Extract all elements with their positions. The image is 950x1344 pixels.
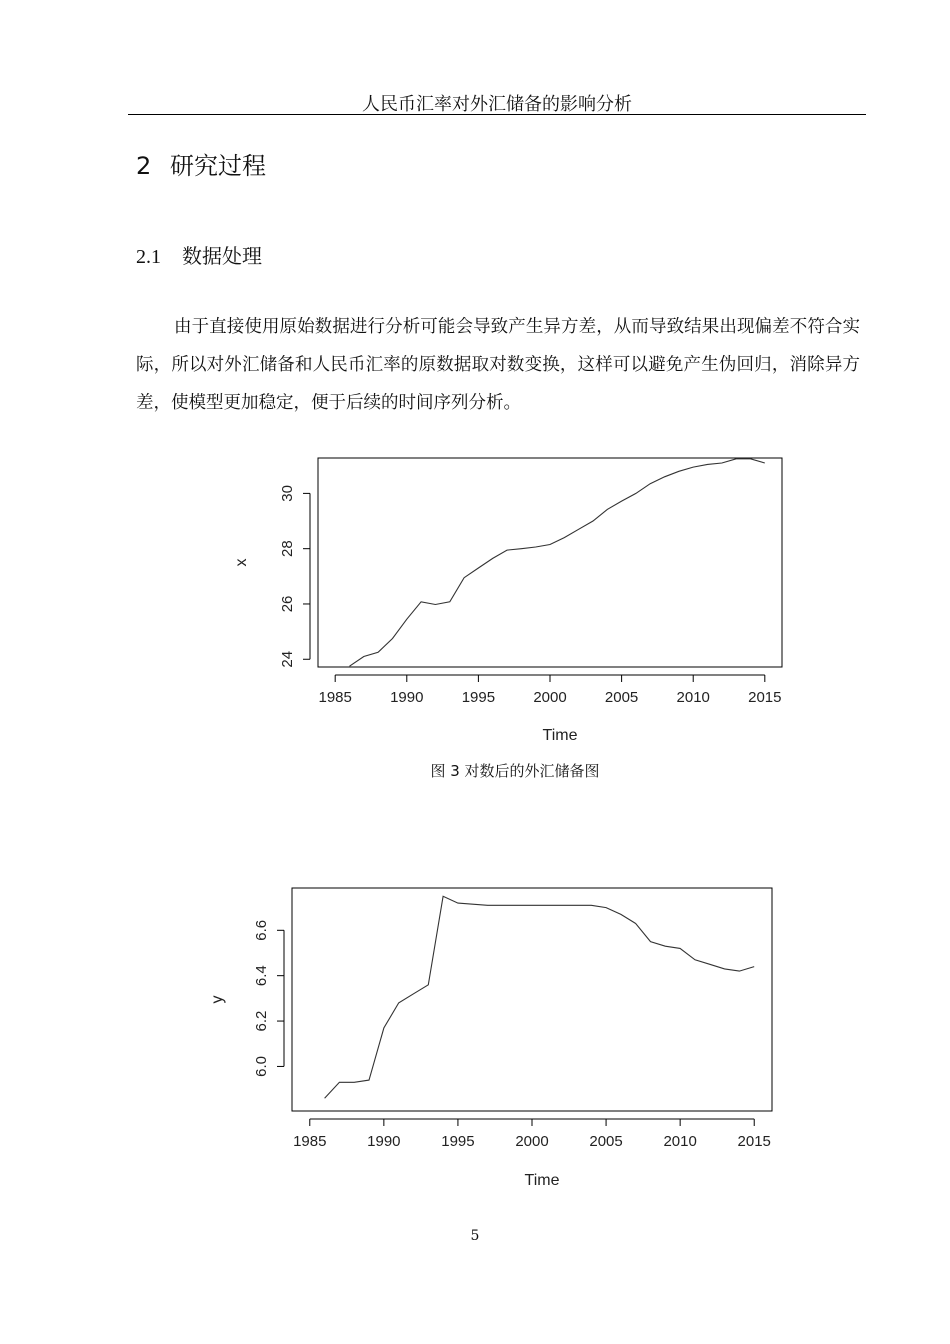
- figure-log-exchange-rate: [200, 880, 780, 1190]
- y-axis-label: y: [209, 995, 226, 1004]
- x-axis-label: Time: [542, 727, 578, 744]
- header-rule: [128, 114, 866, 115]
- x-tick-label: 2015: [737, 1133, 771, 1150]
- y-tick-label: 6.4: [253, 965, 270, 987]
- running-header: 人民币汇率对外汇储备的影响分析: [362, 94, 632, 115]
- x-tick-label: 1995: [461, 689, 496, 706]
- x-tick-label: 1985: [293, 1133, 327, 1150]
- series-line: [325, 896, 755, 1098]
- x-tick-label: 1990: [390, 689, 424, 706]
- figure-log-reserves: [230, 450, 790, 750]
- y-tick-label: 28: [279, 540, 296, 558]
- x-tick-label: 2000: [515, 1133, 549, 1150]
- log-exchange-rate-chart: [200, 880, 780, 1190]
- x-tick-label: 2010: [663, 1133, 697, 1150]
- section-title: 研究过程: [170, 152, 266, 180]
- x-tick-label: 2015: [748, 689, 782, 706]
- page-number: 5: [470, 1228, 480, 1244]
- series-line: [350, 459, 765, 666]
- plot-frame: [318, 458, 782, 667]
- x-tick-label: 2005: [589, 1133, 623, 1150]
- x-tick-label: 2000: [533, 689, 567, 706]
- subsection-number: 2.1: [136, 246, 161, 268]
- y-tick-label: 6.2: [253, 1010, 270, 1032]
- y-tick-label: 26: [279, 595, 296, 613]
- body-paragraph: 由于直接使用原始数据进行分析可能会导致产生异方差，从而导致结果出现偏差不符合实际，所以对外汇储备和人民币汇率的原数据取对数变换，这样可以避免产生伪回归，消除异方差，使模型更加稳定，便于后续的时间序列分析。: [136, 317, 860, 413]
- x-tick-label: 1990: [367, 1133, 401, 1150]
- y-tick-label: 6.0: [253, 1056, 270, 1077]
- figure-caption: 图 3 对数后的外汇储备图: [430, 762, 600, 780]
- x-axis-label: Time: [524, 1172, 560, 1189]
- subsection-title: 数据处理: [182, 244, 262, 268]
- section-heading: [136, 146, 266, 181]
- x-tick-label: 2005: [604, 689, 639, 706]
- y-axis-label: x: [233, 558, 250, 567]
- x-tick-label: 1985: [318, 689, 352, 706]
- subsection-heading: [136, 240, 262, 269]
- x-tick-label: 2010: [676, 689, 710, 706]
- y-tick-label: 6.6: [253, 919, 270, 941]
- log-reserves-chart: [230, 450, 790, 750]
- x-tick-label: 1995: [441, 1133, 475, 1150]
- y-tick-label: 30: [279, 485, 296, 502]
- y-tick-label: 24: [279, 650, 296, 668]
- plot-frame: [292, 888, 772, 1111]
- section-number: 2: [136, 152, 152, 180]
